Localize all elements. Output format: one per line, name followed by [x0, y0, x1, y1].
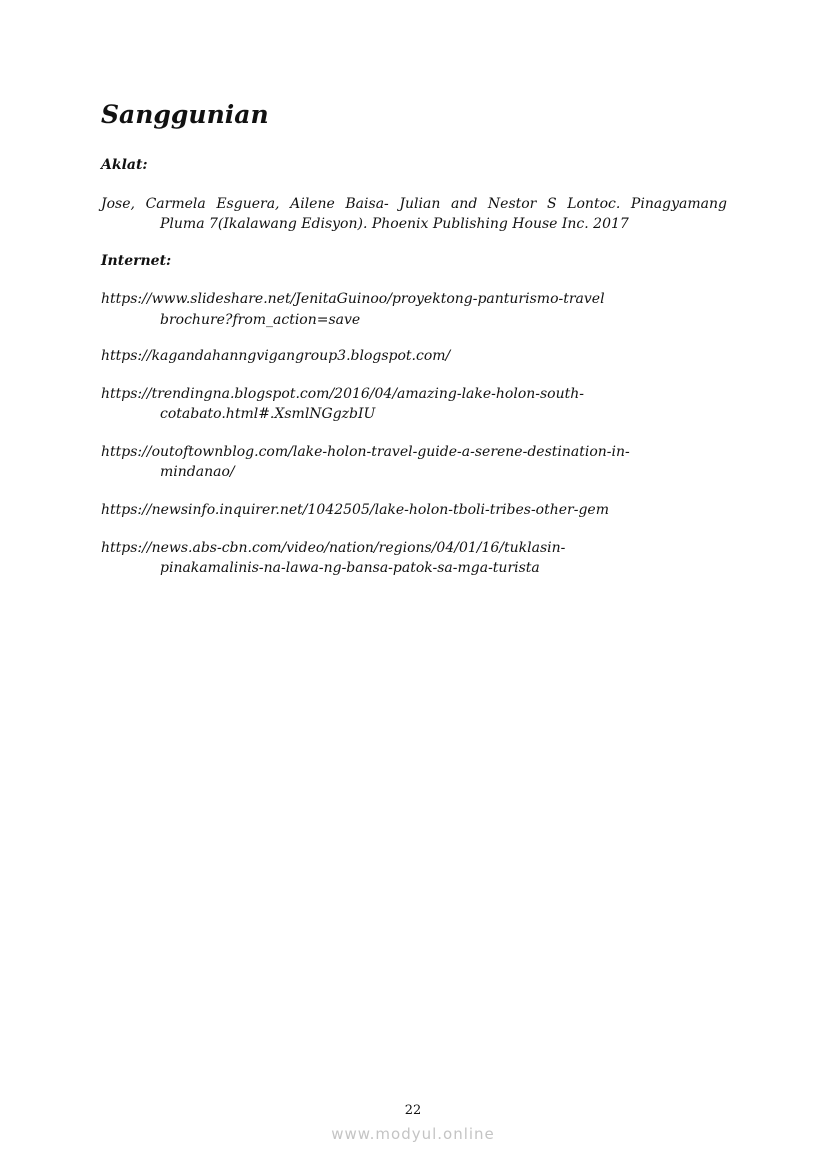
internet-link-1-cont[interactable]: brochure?from_action=save — [160, 312, 361, 328]
internet-link-5[interactable]: https://newsinfo.inquirer.net/1042505/lake-holon-tboli-tribes-other-gem — [101, 502, 609, 518]
internet-link-3[interactable]: https://trendingna.blogspot.com/2016/04/amazing-lake-holon-south- — [101, 386, 584, 402]
internet-link-3-cont[interactable]: cotabato.html#.XsmlNGgzbIU — [160, 406, 376, 422]
internet-link-2[interactable]: https://kagandahanngvigangroup3.blogspot.com/ — [101, 348, 451, 364]
page-title: Sanggunian — [101, 100, 269, 129]
book-entry-line2: Pluma 7(Ikalawang Edisyon). Phoenix Publishing House Inc. 2017 — [160, 216, 629, 232]
internet-link-4[interactable]: https://outoftownblog.com/lake-holon-travel-guide-a-serene-destination-in- — [101, 444, 630, 460]
internet-link-6-cont[interactable]: pinakamalinis-na-lawa-ng-bansa-patok-sa-mga-turista — [160, 560, 540, 576]
page-number: 22 — [404, 1103, 422, 1118]
watermark: www.modyul.online — [331, 1125, 495, 1143]
books-heading: Aklat: — [101, 157, 148, 173]
internet-link-4-cont[interactable]: mindanao/ — [160, 464, 235, 480]
internet-link-1[interactable]: https://www.slideshare.net/JenitaGuinoo/proyektong-panturismo-travel — [101, 291, 605, 307]
book-entry-line1: Jose, Carmela Esguera, Ailene Baisa- Julian and Nestor S Lontoc. Pinagyamang — [101, 196, 727, 212]
internet-link-6[interactable]: https://news.abs-cbn.com/video/nation/regions/04/01/16/tuklasin- — [101, 540, 566, 556]
internet-heading: Internet: — [101, 253, 172, 269]
